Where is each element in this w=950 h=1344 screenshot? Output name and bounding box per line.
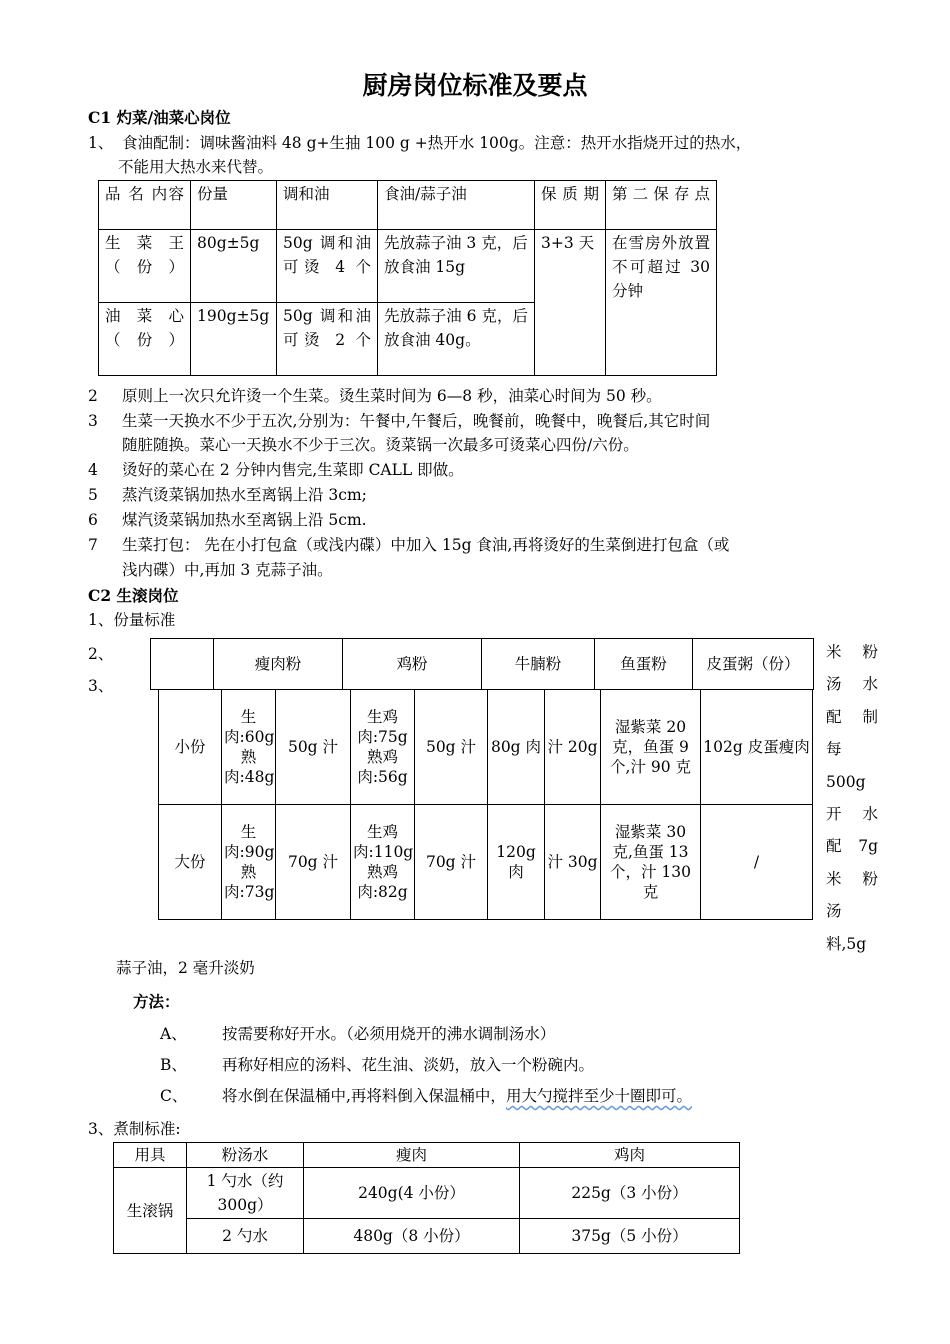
table-cell: 375g（5 小份） xyxy=(520,1219,740,1254)
page-title: 厨房岗位标准及要点 xyxy=(362,71,588,100)
table-cell: 50g 汁 xyxy=(276,690,351,805)
header-cell: 瘦肉 xyxy=(304,1143,520,1168)
table-cell: 50g 调和油可烫 4 个 xyxy=(277,230,378,303)
table-cell: 80g 肉 xyxy=(488,690,545,805)
table-cell: 2 勺水 xyxy=(187,1219,304,1254)
table-cell: 生鸡肉:110g 熟鸡肉:82g xyxy=(351,805,415,920)
item-number: 7 xyxy=(88,536,98,554)
table-cell: 油菜心（份） xyxy=(99,303,191,376)
header-cell: 皮蛋粥（份） xyxy=(693,639,814,690)
table-cell: 480g（8 小份） xyxy=(304,1219,520,1254)
header-cell: 鱼蛋粉 xyxy=(595,639,693,690)
table-cell: 汁 20g xyxy=(545,690,601,805)
c1-item-3-cont: 随脏随换。菜心一天换水不少于三次。烫菜锅一次最多可烫菜心四份/六份。 xyxy=(122,436,639,454)
table-header-row xyxy=(99,181,717,230)
header-cell: 瘦肉粉 xyxy=(214,639,343,690)
table-header-row xyxy=(114,1143,740,1168)
table-cell: 生鸡肉:75g 熟鸡肉:56g xyxy=(351,690,415,805)
method-label: A、 xyxy=(160,1025,187,1043)
c1-item-4 xyxy=(88,458,464,482)
shelf-life-cell: 3+3 天 xyxy=(535,230,606,376)
table-row xyxy=(114,1168,740,1219)
table-cell: 先放蒜子油 6 克，后放食油 40g。 xyxy=(378,303,535,376)
item-text: 烫好的菜心在 2 分钟内售完,生菜即 CALL 即做。 xyxy=(122,461,464,479)
item-text: 煤汽烫菜锅加热水至离锅上沿 5cm. xyxy=(122,511,367,529)
table-cell: 225g（3 小份） xyxy=(520,1168,740,1219)
header-cell: 用具 xyxy=(114,1143,187,1168)
section-c1-heading: C1 灼菜/油菜心岗位 xyxy=(88,108,231,127)
row-label: 小份 xyxy=(159,690,222,805)
side-text-line: 料,5g xyxy=(826,934,867,953)
c2-item-1: 1、份量标准 xyxy=(88,611,176,629)
method-a xyxy=(160,1022,555,1046)
item-text: 生菜一天换水不少于五次,分别为：午餐中,午餐后，晚餐前，晚餐中，晚餐后,其它时间 xyxy=(122,412,711,430)
c1-item-7-cont: 浅内碟）中,再加 3 克蒜子油。 xyxy=(122,561,333,579)
method-b xyxy=(160,1053,594,1077)
item-number: 3 xyxy=(88,412,98,430)
table-cell: 1 勺水（约 300g） xyxy=(187,1168,304,1219)
method-text: 按需要称好开水。（必须用烧开的沸水调制汤水） xyxy=(222,1025,556,1043)
table-cell: 湿紫菜 20 克，鱼蛋 9 个,汁 90 克 xyxy=(601,690,701,805)
table-row xyxy=(159,805,813,920)
table-cell: 120g 肉 xyxy=(488,805,545,920)
header-cell: 鸡粉 xyxy=(343,639,482,690)
header-cell: 保 质 期 xyxy=(535,181,606,230)
method-label: C、 xyxy=(160,1087,188,1105)
tool-cell: 生滚锅 xyxy=(114,1168,187,1254)
header-cell: 鸡肉 xyxy=(520,1143,740,1168)
table-cell: 190g±5g xyxy=(191,303,277,376)
header-cell: 食油/蒜子油 xyxy=(378,181,535,230)
side-text-line: 米粉 xyxy=(826,869,878,888)
table-row xyxy=(99,230,717,303)
cook-standard-heading: 3、煮制标准: xyxy=(88,1120,181,1138)
c2-item-2: 2、 xyxy=(88,645,114,663)
side-text-column xyxy=(826,636,878,960)
table-cell: 汁 30g xyxy=(545,805,601,920)
table-row xyxy=(114,1219,740,1254)
item-number: 6 xyxy=(88,511,98,529)
item-number: 4 xyxy=(88,461,98,479)
method-text: 再称好相应的汤料、花生油、淡奶，放入一个粉碗内。 xyxy=(222,1056,595,1074)
table-cell: / xyxy=(701,805,813,920)
side-text-line: 配 7g xyxy=(826,837,878,856)
header-cell xyxy=(151,639,214,690)
c1-item-3 xyxy=(88,409,710,433)
header-cell: 调和油 xyxy=(277,181,378,230)
table-cell: 生肉:90g 熟肉:73g xyxy=(222,805,276,920)
table-cell: 70g 汁 xyxy=(415,805,488,920)
table-row xyxy=(159,690,813,805)
item-number: 5 xyxy=(88,486,98,504)
side-text-line: 配制 xyxy=(826,707,878,726)
table-cell: 70g 汁 xyxy=(276,805,351,920)
header-cell: 品 名 内容 xyxy=(99,181,191,230)
after-table-text: 蒜子油，2 毫升淡奶 xyxy=(116,959,255,977)
c1-item-7 xyxy=(88,533,729,557)
table-cell: 生菜王（份） xyxy=(99,230,191,303)
header-cell: 粉汤水 xyxy=(187,1143,304,1168)
c1-item-2 xyxy=(88,384,662,408)
header-cell: 第二保存点 xyxy=(606,181,717,230)
side-text-line: 500g xyxy=(826,772,866,791)
header-cell: 牛腩粉 xyxy=(482,639,595,690)
method-heading: 方法： xyxy=(133,992,180,1011)
row-label: 大份 xyxy=(159,805,222,920)
table-cell: 生肉:60g 熟肉:48g xyxy=(222,690,276,805)
table-cell: 湿紫菜 30 克,鱼蛋 13 个，汁 130 克 xyxy=(601,805,701,920)
table-cell: 102g 皮蛋瘦肉 xyxy=(701,690,813,805)
c2-header-table xyxy=(150,638,814,690)
c2-item-3: 3、 xyxy=(88,677,114,695)
side-text-line: 汤水 xyxy=(826,675,878,694)
cook-table xyxy=(113,1142,740,1254)
second-storage-cell: 在雪房外放置不可超过 30 分钟 xyxy=(606,230,717,376)
item-number: 1、 xyxy=(88,134,114,152)
table-cell: 50g 汁 xyxy=(415,690,488,805)
c2-portion-table xyxy=(158,689,813,920)
table-cell: 240g(4 小份） xyxy=(304,1168,520,1219)
c1-table xyxy=(98,180,717,376)
item-number: 2 xyxy=(88,387,98,405)
item-text: 蒸汽烫菜锅加热水至离锅上沿 3cm; xyxy=(122,486,367,504)
method-text: 将水倒在保温桶中,再将料倒入保温桶中， xyxy=(222,1087,506,1105)
side-text-line: 每 xyxy=(826,740,842,759)
side-text-line: 米粉 xyxy=(826,643,878,661)
item-text: 原则上一次只允许烫一个生菜。烫生菜时间为 6—8 秒，油菜心时间为 50 秒。 xyxy=(122,387,662,405)
item-text: 食油配制：调味酱油料 48 g+生抽 100 g +热开水 100g。注意：热开水指烧开过的热水， xyxy=(122,134,752,152)
table-header-row xyxy=(151,639,814,690)
header-cell: 份量 xyxy=(191,181,277,230)
c1-item-1 xyxy=(88,131,751,155)
section-c2-heading: C2 生滚岗位 xyxy=(88,586,179,605)
side-text-line: 开水 xyxy=(826,805,878,824)
method-label: B、 xyxy=(160,1056,187,1074)
c1-item-6 xyxy=(88,508,367,532)
method-text-emphasis: 用大勺搅拌至少十圈即可。 xyxy=(505,1087,692,1105)
c1-item-1-cont: 不能用大热水来代替。 xyxy=(118,158,274,176)
table-cell: 80g±5g xyxy=(191,230,277,303)
table-cell: 50g 调和油可烫 2 个 xyxy=(277,303,378,376)
side-text-line: 汤 xyxy=(826,902,842,921)
table-cell: 先放蒜子油 3 克，后放食油 15g xyxy=(378,230,535,303)
item-text: 生菜打包： 先在小打包盒（或浅内碟）中加入 15g 食油,再将烫好的生菜倒进打包盒（或 xyxy=(122,536,730,554)
c1-item-5 xyxy=(88,483,367,507)
method-c xyxy=(160,1084,692,1108)
